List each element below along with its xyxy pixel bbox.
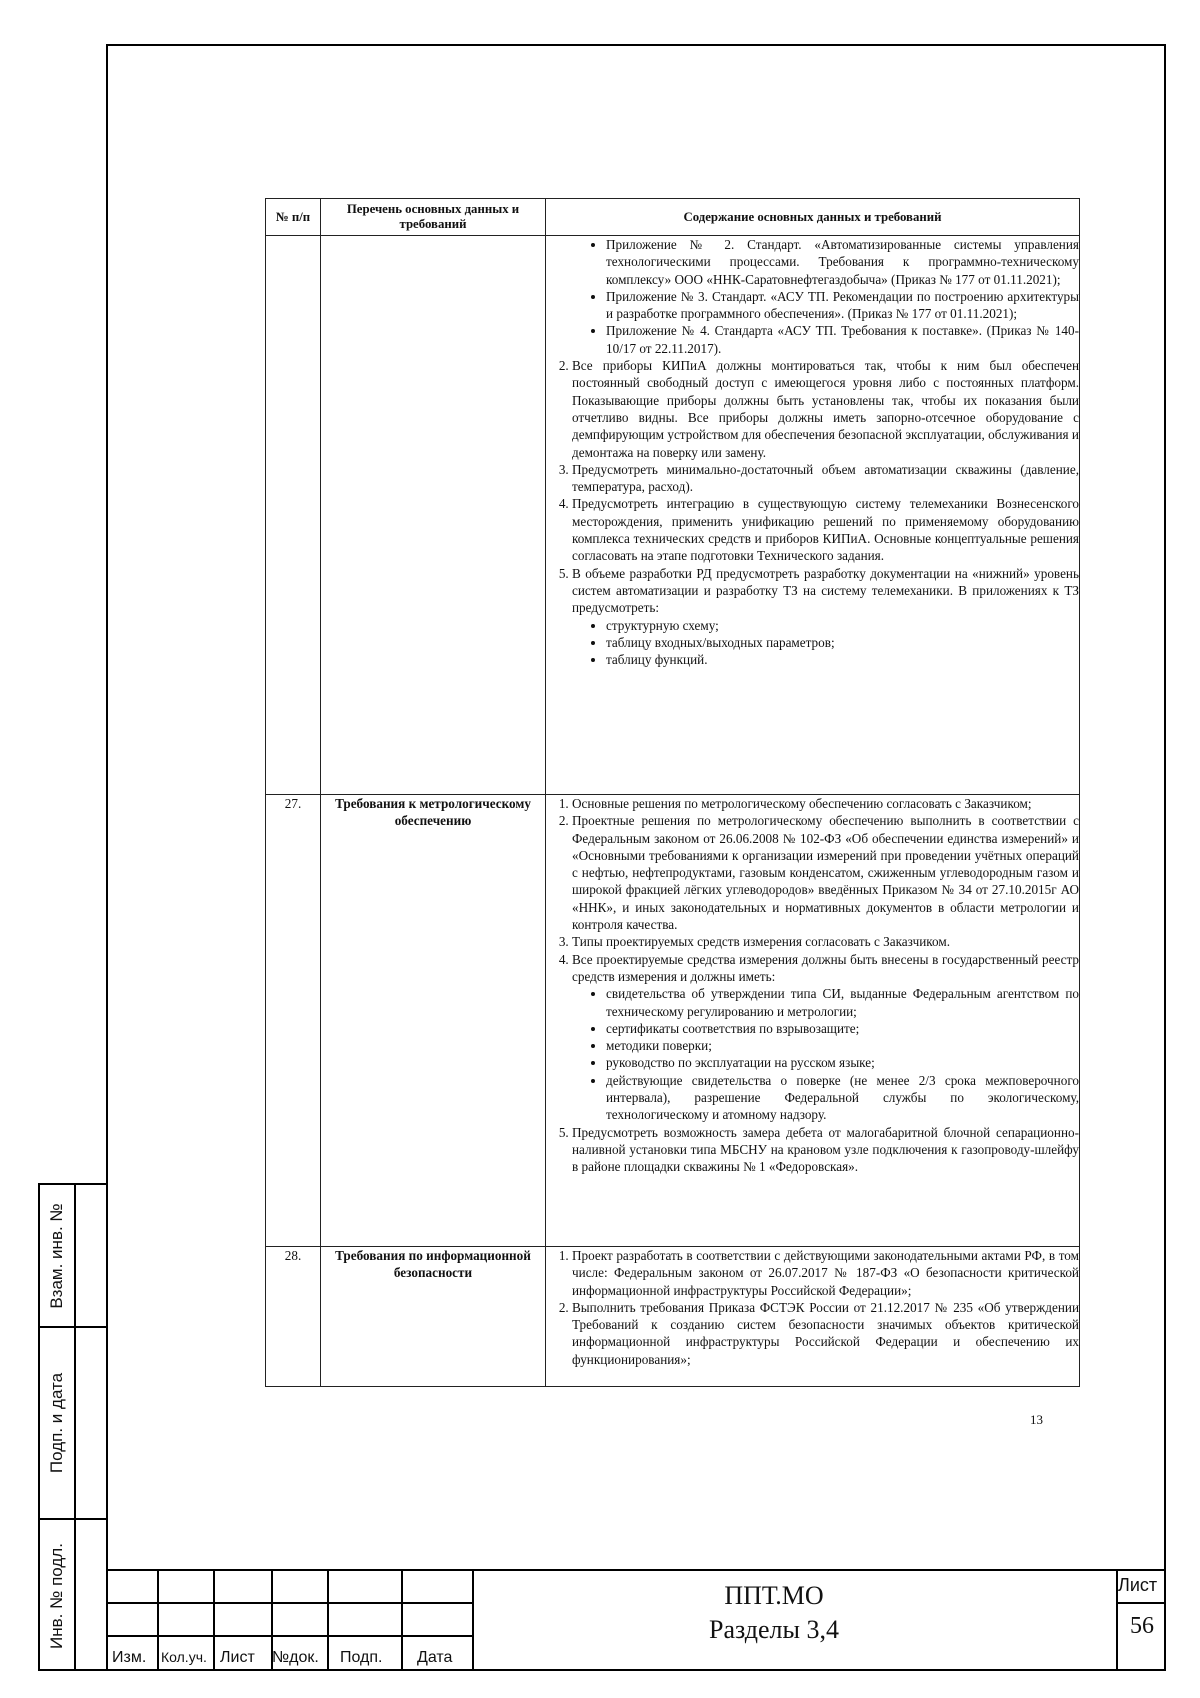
list-item: • Приложение № 3. Стандарт. «АСУ ТП. Рекомендации по построению архитектуры и разработке программного обеспечения». (Приказ № 177 от 01.11.2021); bbox=[606, 288, 1079, 323]
row-content-cell bbox=[546, 1247, 1080, 1387]
numbered-list bbox=[546, 795, 1079, 1176]
side-label-inv-orig: Инв. № подл. bbox=[47, 1542, 66, 1649]
requirements-table bbox=[265, 198, 1080, 1387]
bullet-list bbox=[572, 985, 1079, 1123]
numbered-list bbox=[546, 357, 1079, 668]
list-item: 3. Типы проектируемых средств измерения согласовать с Заказчиком. bbox=[572, 933, 1079, 950]
document-section: Разделы 3,4 bbox=[708, 1615, 839, 1644]
list-item: • Приложение № 2. Стандарт. «Автоматизированные системы управления технологическими процессами. Требования к программно-техническому комплексу» ООО «ННК-Саратовнефтегаздобыча» (Приказ № 177 от 01.11.2021); bbox=[606, 236, 1079, 288]
label-doc-number: №док. bbox=[272, 1649, 319, 1666]
list-item: 5. В объеме разработки РД предусмотреть разработку документации на «нижний» уровень систем автоматизации и разработку ТЗ на систему телемеханики. В приложениях к ТЗ предусмотреть: • структурную схему; • таблицу входных/выходных параметров; • таблицу функций. bbox=[572, 565, 1079, 669]
table-row bbox=[266, 795, 1080, 1247]
side-stamp bbox=[38, 1183, 108, 1671]
label-date: Дата bbox=[417, 1649, 453, 1666]
row-name-cell: Требования по информационной безопасности bbox=[321, 1247, 546, 1387]
list-item: • руководство по эксплуатации на русском языке; bbox=[606, 1054, 1079, 1071]
page-number: 13 bbox=[1030, 1412, 1043, 1427]
list-item: • действующие свидетельства о поверке (не менее 2/3 срока межповерочного интервала), разрешение Федеральной службы по экологическому, технологическому и атомному надзору. bbox=[606, 1072, 1079, 1124]
row-number-cell bbox=[266, 236, 321, 795]
list-item: • сертификаты соответствия по взрывозащите; bbox=[606, 1020, 1079, 1037]
table-row bbox=[266, 1247, 1080, 1387]
bullet-list bbox=[572, 617, 1079, 669]
list-item: 2. Выполнить требования Приказа ФСТЭК России от 21.12.2017 № 235 «Об утверждении Требований к созданию систем безопасности значимых объектов критической информационной инфраструктуры Российской Федерации и обеспечению их функционирования»; bbox=[572, 1299, 1079, 1368]
label-sheet: Лист bbox=[220, 1649, 255, 1666]
appendix-list bbox=[546, 236, 1079, 357]
row-content-cell bbox=[546, 236, 1080, 795]
header-number: № п/п bbox=[266, 199, 321, 236]
list-item: • Приложение № 4. Стандарта «АСУ ТП. Требования к поставке». (Приказ № 140-10/17 от 22.11.2017). bbox=[606, 322, 1079, 357]
list-item: • таблицу входных/выходных параметров; bbox=[606, 634, 1079, 651]
header-requirement-content: Содержание основных данных и требований bbox=[546, 199, 1080, 236]
side-cell-sign-date bbox=[40, 1328, 108, 1520]
list-item: 5. Предусмотреть возможность замера дебета от малогабаритной блочной сепарационно-наливной установки типа МБСНУ на крановом узле подключения к газопроводу-шлейфу в районе площадки скважины № 1 «Федоровская». bbox=[572, 1124, 1079, 1176]
table-row bbox=[266, 236, 1080, 795]
list-item: • свидетельства об утверждении типа СИ, выданные Федеральным агентством по техническому регулированию и метрологии; bbox=[606, 985, 1079, 1020]
row-name-cell: Требования к метрологическому обеспечению bbox=[321, 795, 546, 1247]
label-count: Кол.уч. bbox=[161, 1649, 207, 1665]
list-item: 1. Проект разработать в соответствии с действующими законодательными актами РФ, в том числе: Федеральным законом от 26.07.2017 № 187-ФЗ «О безопасности критической информационной инфраструктуры Российской Федерации»; bbox=[572, 1247, 1079, 1299]
list-item: • методики поверки; bbox=[606, 1037, 1079, 1054]
row-content-cell bbox=[546, 795, 1080, 1247]
list-item: 2. Проектные решения по метрологическому обеспечению выполнить в соответствии с Федеральным законом от 26.06.2008 № 102-ФЗ «Об обеспечении единства измерений» и «Основными требованиями к организации измерений при проведении учётных операций с нефтью, нефтепродуктами, газовым конденсатом, сжиженным углеводородным газом и широкой фракцией лёгких углеводородов» введённых Приказом № 34 от 27.10.2015г АО «ННК», и иных законодательных и нормативных документов в области метрологии и контроля качества. bbox=[572, 812, 1079, 933]
sheet-label: Лист bbox=[1118, 1575, 1158, 1595]
side-cell-inv-orig bbox=[40, 1520, 108, 1671]
side-label-sign-date: Подп. и дата bbox=[47, 1372, 66, 1474]
list-item: • структурную схему; bbox=[606, 617, 1079, 634]
list-item: 3. Предусмотреть минимально-достаточный объем автоматизации скважины (давление, температура, расход). bbox=[572, 461, 1079, 496]
list-item: 2. Все приборы КИПиА должны монтироваться так, чтобы к ним был обеспечен постоянный свободный доступ с имеющегося уровня либо с постоянных платформ. Показывающие приборы должны быть установлены так, чтобы их показания были отчетливо видны. Все приборы должны иметь запорно-отсечное оборудование с демпфирующим устройством для обеспечения безопасной эксплуатации, обслуживания и демонтажа на поверку или замену. bbox=[572, 357, 1079, 461]
list-item: • таблицу функций. bbox=[606, 651, 1079, 668]
header-requirement-list: Перечень основных данных и требований bbox=[321, 199, 546, 236]
label-signature: Подп. bbox=[340, 1649, 383, 1666]
row-number-cell: 27. bbox=[266, 795, 321, 1247]
list-item: 4. Предусмотреть интеграцию в существующую систему телемеханики Вознесенского месторождения, применить унификацию решений по применяемому оборудованию комплекса технических средств и приборов КИПиА. Основные концептуальные решения согласовать на этапе подготовки Технического задания. bbox=[572, 495, 1079, 564]
sheet-number: 56 bbox=[1130, 1613, 1154, 1639]
label-change: Изм. bbox=[112, 1649, 147, 1666]
numbered-list bbox=[546, 1247, 1079, 1368]
table-header-row bbox=[266, 199, 1080, 236]
title-block bbox=[106, 1569, 1166, 1671]
row-name-cell bbox=[321, 236, 546, 795]
row-number-cell: 28. bbox=[266, 1247, 321, 1387]
list-item: 4. Все проектируемые средства измерения должны быть внесены в государственный реестр средств измерения и должны иметь: • свидетельства об утверждении типа СИ, выданные Федеральным агентством по техническому регулированию и метрологии; • сертификаты соответствия по взрывозащите; • методики поверки; • руководство по эксплуатации на русском языке; • действующие свидетельства о поверке (не менее 2/3 срока межповерочного интервала), разрешение Федеральной службы по экологическому, технологическому и атомному надзору. bbox=[572, 951, 1079, 1124]
list-item: 1. Основные решения по метрологическому обеспечению согласовать с Заказчиком; bbox=[572, 795, 1079, 812]
requirements-document bbox=[265, 198, 1080, 1385]
side-label-replace-inv: Взам. инв. № bbox=[47, 1202, 66, 1309]
document-code: ППТ.МО bbox=[724, 1581, 824, 1610]
side-cell-replace-inv bbox=[40, 1185, 108, 1328]
